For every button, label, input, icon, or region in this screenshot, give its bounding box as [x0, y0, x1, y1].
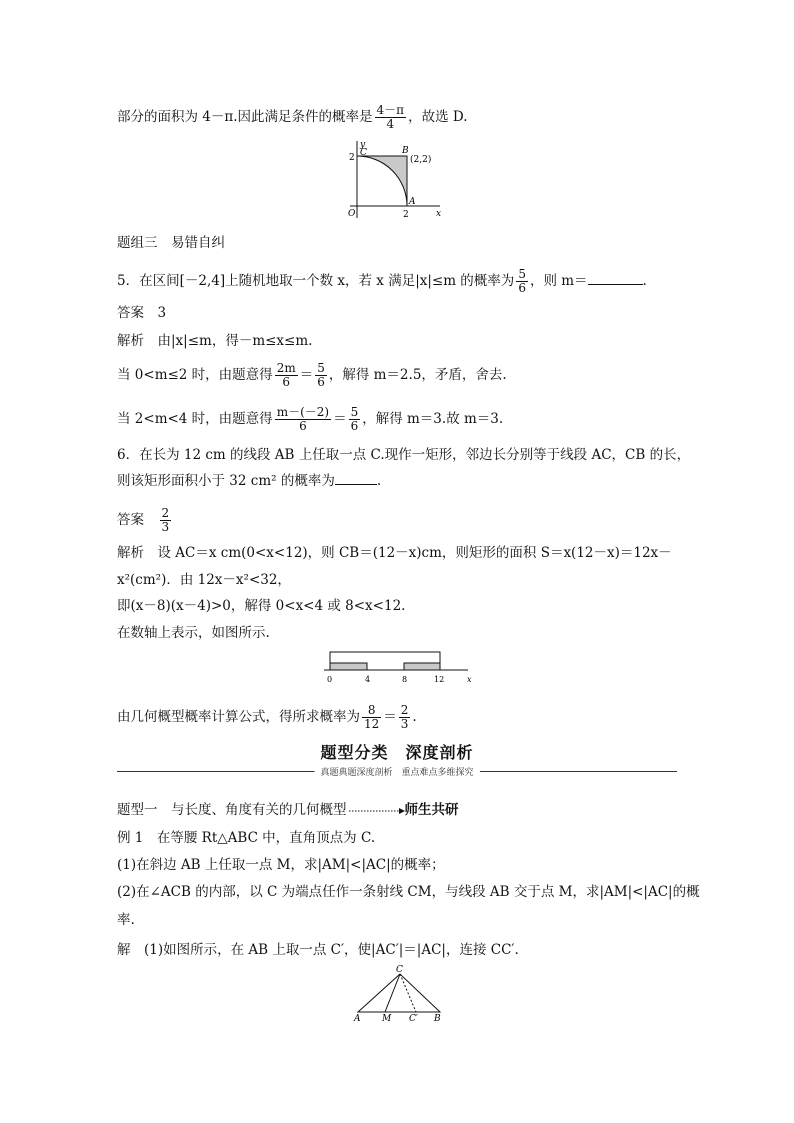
question-6-line-2: 则该矩形面积小于 32 cm² 的概率为 . [117, 473, 382, 489]
fig1-two-x: 2 [403, 210, 409, 220]
fig1-x: x [436, 209, 442, 219]
example-1-line-4: 率. [117, 912, 135, 928]
solution-5-line-2: 当 0<m≤2 时，由题意得 $\frac{2m}{6}$ ＝ $\frac{5}{6}$ ，解得 m＝2.5，矛盾，舍去. [117, 361, 507, 389]
fig1-b: B [402, 146, 409, 156]
solution-6-line-3: 即(x－8)(x－4)>0，解得 0<x<4 或 8<x<12. [117, 598, 406, 614]
axis-x: x [467, 675, 472, 684]
question-6-line-1: 6．在长为 12 cm 的线段 AB 上任取一点 C.现作一矩形，邻边长分别等于线段 AC，CB 的长， [117, 447, 691, 463]
top-text: 部分的面积为 4－π.因此满足条件的概率是 [117, 109, 373, 125]
fig1-b-coord: (2,2) [410, 155, 432, 165]
tick-8: 8 [402, 675, 408, 684]
tick-4: 4 [365, 675, 371, 684]
tick-12: 12 [434, 675, 445, 684]
solution-6-line-2: x²(cm²)．由 12x－x²<32， [117, 572, 291, 588]
tick-0: 0 [327, 675, 333, 684]
solution-6-line-4: 在数轴上表示，如图所示. [117, 625, 270, 641]
vertex-c: C [396, 965, 403, 975]
top-fraction: $\frac{4-\pi}{4}$ [376, 103, 405, 131]
fig1-a: A [409, 197, 416, 207]
solution-6-line-1: 解析 设 AC＝x cm(0<x<12)，则 CB＝(12－x)cm，则矩形的面积 S＝x(12－x)＝12x－ [117, 545, 672, 561]
fig1-y: y [360, 140, 366, 150]
question-5: 5．在区间[－2,4]上随机地取一个数 x，若 x 满足|x|≤m 的概率为 $\frac{5}{6}$ ，则 m＝ . [117, 267, 647, 295]
banner-subtitle: 真题典题深度剖析 重点难点多维探究 [314, 765, 479, 778]
banner-title: 题型分类 深度剖析 [320, 743, 474, 762]
type-1-heading: 题型一 与长度、角度有关的几何概型 师生共研 [117, 802, 459, 818]
point-m: M [382, 1014, 392, 1024]
dotted-arrow [347, 807, 405, 815]
example-1-line-2: (1)在斜边 AB 上任取一点 M，求|AM|<|AC|的概率； [117, 857, 445, 873]
point-c-prime: C′ [409, 1014, 418, 1024]
q5-fraction: $\frac{5}{6}$ [518, 267, 526, 295]
line-top: 部分的面积为 4－π.因此满足条件的概率是 $\frac{4-\pi}{4}$ ，故选 D. [117, 103, 468, 131]
fig1-o: O [348, 209, 356, 219]
example-1-line-3: (2)在∠ACB 的内部，以 C 为端点任作一条射线 CM，与线段 AB 交于点 M，求|AM|<|AC|的概 [117, 884, 700, 900]
section-banner [117, 740, 677, 777]
example-1-line-1: 例 1 在等腰 Rt△ABC 中，直角顶点为 C. [117, 830, 376, 846]
solution-6-line-5: 由几何概型概率计算公式，得所求概率为 $\frac{8}{12}$ ＝ $\frac{2}{3}$ . [117, 703, 417, 731]
fig1-c: C [360, 148, 367, 158]
figure-quarter-circle [340, 138, 450, 222]
vertex-b: B [434, 1014, 441, 1024]
answer-6: 答案 $\frac{2}{3}$ [117, 506, 170, 534]
answer-5: 答案 3 [117, 305, 167, 321]
answer-blank [588, 283, 643, 285]
fig1-two-y: 2 [349, 153, 355, 163]
vertex-a: A [354, 1014, 361, 1024]
answer-blank [335, 483, 377, 485]
solution-5-line-1: 解析 由|x|≤m，得－m≤x≤m. [117, 333, 313, 349]
solution-5-line-3: 当 2<m<4 时，由题意得 $\frac{m-(-2)}{6}$ ＝ $\frac{5}{6}$ ，解得 m＝3.故 m＝3. [117, 405, 504, 433]
solution-1-line-1: 解 (1)如图所示，在 AB 上取一点 C′，使|AC′|＝|AC|，连接 CC′. [117, 942, 519, 958]
banner-rule [117, 765, 677, 777]
type-tag: 师生共研 [404, 802, 459, 818]
figure-number-line [318, 648, 478, 688]
figure-triangle [350, 962, 450, 1024]
section-3-heading: 题组三 易错自纠 [117, 235, 225, 251]
